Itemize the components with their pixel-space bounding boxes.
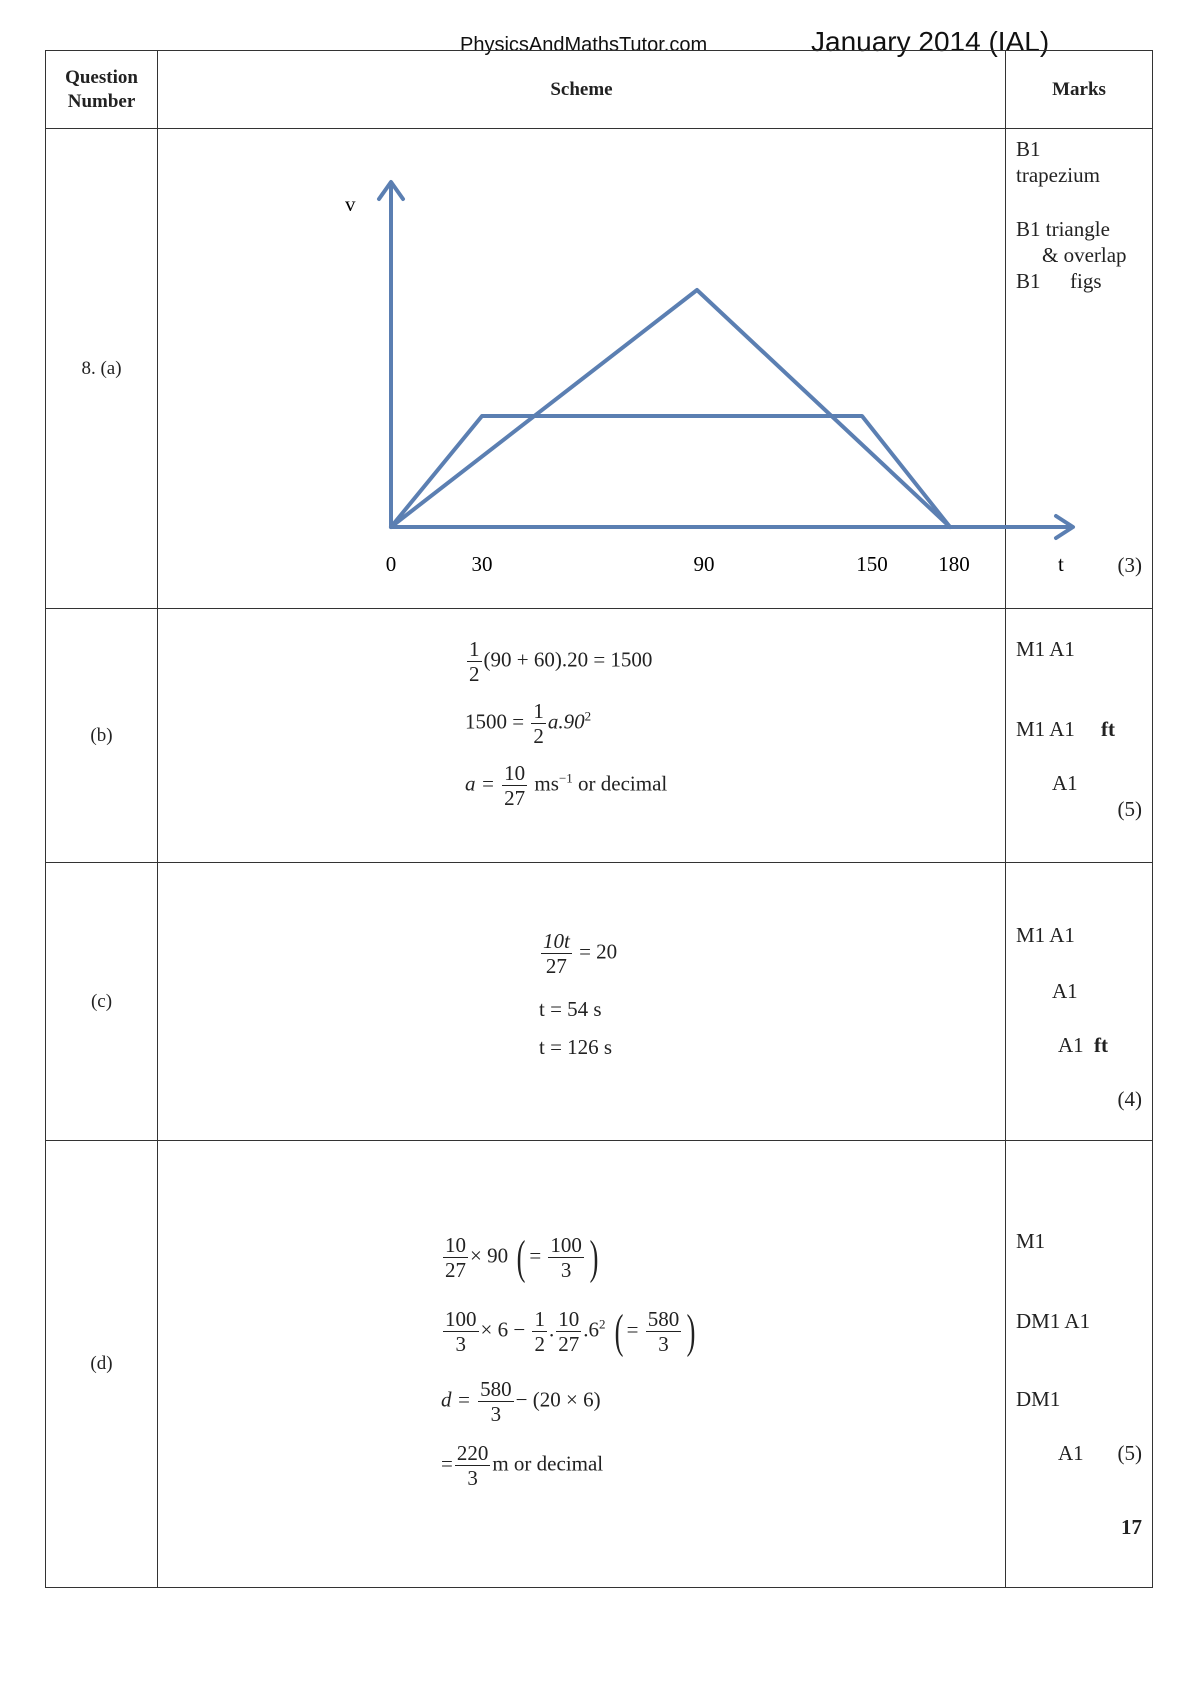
- tick-label-180: 180: [938, 552, 970, 576]
- working-b-line2: 1500 = $\frac{1}{2}$ $a.90^2$: [465, 699, 592, 749]
- mark-b1-figs: B1: [1016, 269, 1041, 293]
- half-fraction: $\frac{1}{2}$: [469, 637, 480, 687]
- mark-total-d: (5): [1117, 1441, 1142, 1465]
- working-c-line3: t = 126 s: [539, 1035, 613, 1059]
- rate-fraction: $\frac{10t}{27}$: [543, 929, 570, 979]
- scheme-header: Scheme: [158, 51, 1006, 129]
- working-b-line3: a = $\frac{10}{27}$ $ms^{-1}$ or decimal: [465, 761, 668, 811]
- mark-d-dm1: DM1: [1016, 1387, 1061, 1411]
- working-c-line2: t = 54 s: [539, 997, 602, 1021]
- t-axis-label: t: [1058, 552, 1064, 576]
- question-number-header: Question Number: [46, 51, 158, 129]
- mark-total-c: (4): [1117, 1087, 1142, 1111]
- mark-d-dm1a1: DM1 A1: [1016, 1309, 1091, 1333]
- mark-b-m1a1: M1 A1: [1016, 637, 1075, 661]
- scheme-cell-c: [158, 863, 1006, 1141]
- question-total: 17: [1121, 1515, 1142, 1539]
- marks-cell-a: [1006, 129, 1153, 609]
- mark-b1: B1: [1016, 137, 1041, 161]
- tick-label-0: 0: [385, 552, 397, 576]
- mark-trapezium: trapezium: [1016, 163, 1100, 187]
- question-label-a: 8. (a): [46, 129, 158, 609]
- question-label-d: (d): [46, 1141, 158, 1588]
- half-fraction: $\frac{1}{2}$: [533, 699, 544, 749]
- mark-b-m1a1-ft: M1 A1: [1016, 717, 1075, 741]
- marks-cell-d: [1006, 1141, 1153, 1588]
- working-d-line2: $\frac{100}{3}$ × 6 − $\frac{1}{2}$ . $\frac{10}{27}$ $.6^2$ ( = $\frac{580}{3}$ ): [445, 1304, 696, 1358]
- row-part-a: [46, 129, 1153, 609]
- mark-d-m1: M1: [1016, 1229, 1046, 1253]
- scheme-cell-d: [158, 1141, 1006, 1588]
- working-b-line1: $\frac{1}{2}$ (90 + 60).20 = 1500: [469, 637, 653, 687]
- header-row: [46, 51, 1153, 129]
- mark-total-b: (5): [1117, 797, 1142, 821]
- exam-date: January 2014 (IAL): [811, 26, 1050, 57]
- mark-scheme-table: [45, 50, 1153, 1588]
- marks-header: Marks: [1006, 51, 1153, 129]
- trapezium-shape: [391, 416, 950, 527]
- question-label-b: (b): [46, 609, 158, 863]
- row-part-b: [46, 609, 1153, 863]
- tick-label-150: 150: [856, 552, 888, 576]
- mark-c-a1-ft: A1: [1058, 1033, 1084, 1057]
- marks-cell-c: [1006, 863, 1153, 1141]
- mark-overlap: & overlap: [1042, 243, 1127, 267]
- row-part-c: [46, 863, 1153, 1141]
- mark-b-a1: A1: [1052, 771, 1078, 795]
- site-name: PhysicsAndMathsTutor.com: [460, 34, 708, 56]
- mark-c-ft: ft: [1094, 1033, 1108, 1057]
- row-part-d: [46, 1141, 1153, 1588]
- mark-d-a1: A1: [1058, 1441, 1084, 1465]
- mark-total-a: (3): [1117, 553, 1142, 577]
- working-d-line4: = $\frac{220}{3}$ m or decimal: [441, 1441, 604, 1491]
- working-c-line1: $\frac{10t}{27}$ = 20: [543, 929, 618, 979]
- working-d-line3: d = $\frac{580}{3}$ − (20 × 6): [441, 1377, 601, 1427]
- v-axis-label: v: [345, 192, 356, 216]
- mark-b-ft: ft: [1101, 717, 1115, 741]
- mark-c-m1a1: M1 A1: [1016, 923, 1075, 947]
- working-d-line1: $\frac{10}{27}$ × 90 ( = $\frac{100}{3}$ ): [445, 1230, 599, 1284]
- marks-cell-b: [1006, 609, 1153, 863]
- mark-b1-triangle: B1 triangle: [1016, 217, 1110, 241]
- acceleration-fraction: $\frac{10}{27}$: [504, 761, 526, 811]
- mark-c-a1: A1: [1052, 979, 1078, 1003]
- tick-label-90: 90: [693, 552, 715, 576]
- question-label-c: (c): [46, 863, 158, 1141]
- tick-label-30: 30: [471, 552, 493, 576]
- scheme-cell-b: [158, 609, 1006, 863]
- triangle-shape: [391, 290, 950, 527]
- mark-figs: figs: [1070, 269, 1102, 293]
